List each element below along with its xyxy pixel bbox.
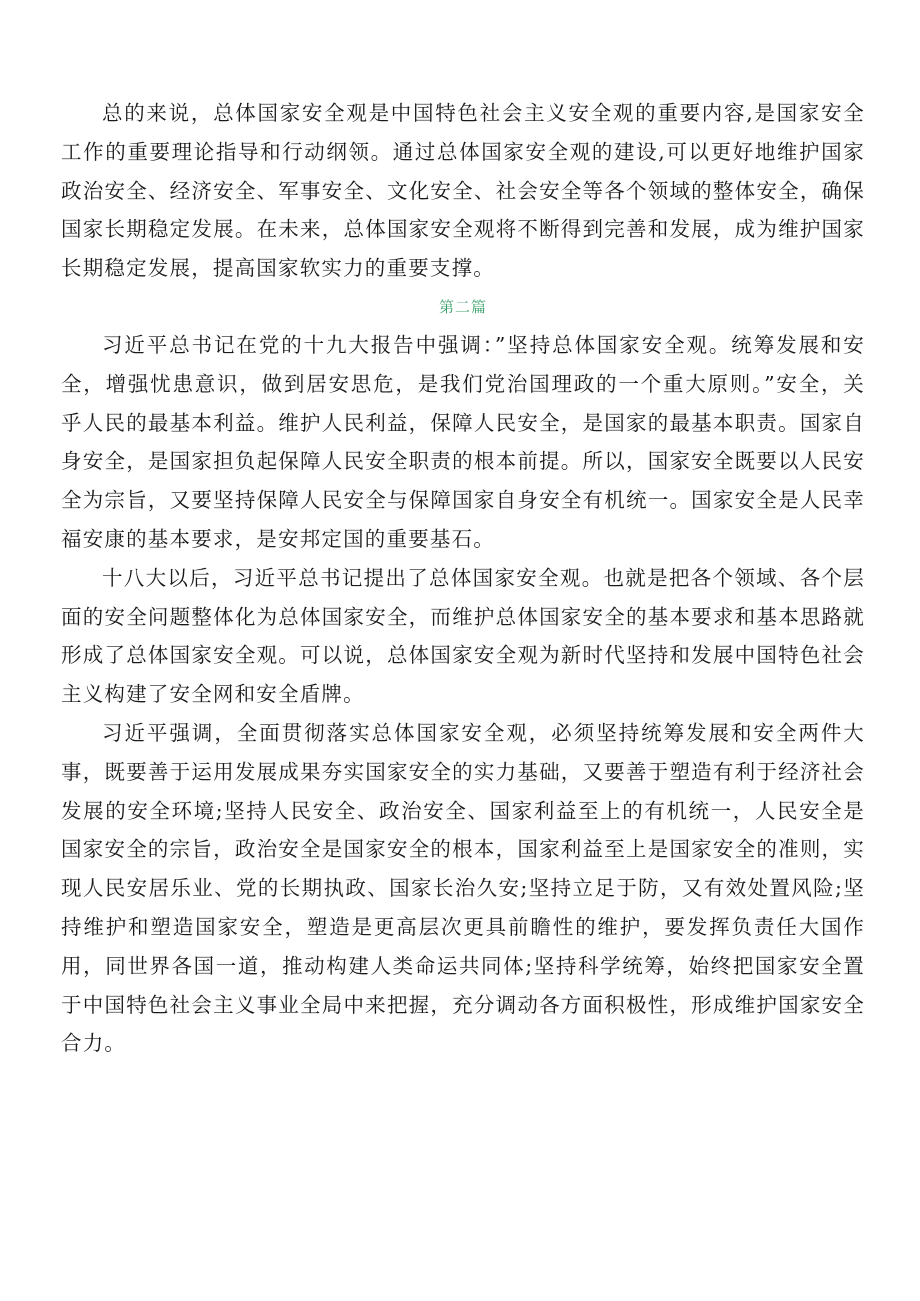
paragraph-4: 习近平强调，全面贯彻落实总体国家安全观，必须坚持统筹发展和安全两件大事，既要善于运用发展成果夯实国家安全的实力基础，又要善于塑造有利于经济社会发展的安全环境;坚持人民安全、政治安全、国家利益至上的有机统一，人民安全是国家安全的宗旨，政治安全是国家安全的根本，国家利益至上是国家安全的准则，实现人民安居乐业、党的长期执政、国家长治久安;坚持立足于防，又有效处置风险;坚持维护和塑造国家安全，塑造是更高层次更具前瞻性的维护，要发挥负责任大国作用，同世界各国一道，推动构建人类命运共同体;坚持科学统筹，始终把国家安全置于中国特色社会主义事业全局中来把握，充分调动各方面积极性，形成维护国家安全合力。 [61,720,865,1056]
paragraph-3: 十八大以后，习近平总书记提出了总体国家安全观。也就是把各个领域、各个层面的安全问题整体化为总体国家安全，而维护总体国家安全的基本要求和基本思路就形成了总体国家安全观。可以说，总体国家安全观为新时代坚持和发展中国特色社会主义构建了安全网和安全盾牌。 [61,565,865,707]
paragraph-1: 总的来说，总体国家安全观是中国特色社会主义安全观的重要内容,是国家安全工作的重要理论指导和行动纲领。通过总体国家安全观的建设,可以更好地维护国家政治安全、经济安全、军事安全、文化安全、社会安全等各个领域的整体安全，确保国家长期稳定发展。在未来，总体国家安全观将不断得到完善和发展，成为维护国家长期稳定发展，提高国家软实力的重要支撑。 [61,101,865,281]
paragraph-2: 习近平总书记在党的十九大报告中强调：”坚持总体国家安全观。统筹发展和安全，增强忧患意识，做到居安思危，是我们党治国理政的一个重大原则。”安全，关乎人民的最基本利益。维护人民利益，保障人民安全，是国家的最基本职责。国家自身安全，是国家担负起保障人民安全职责的根本前提。所以，国家安全既要以人民安全为宗旨，又要坚持保障人民安全与保障国家自身安全有机统一。国家安全是人民幸福安康的基本要求，是安邦定国的重要基石。 [61,332,865,551]
section-heading: 第二篇 [438,297,487,316]
document-body [61,94,865,1063]
